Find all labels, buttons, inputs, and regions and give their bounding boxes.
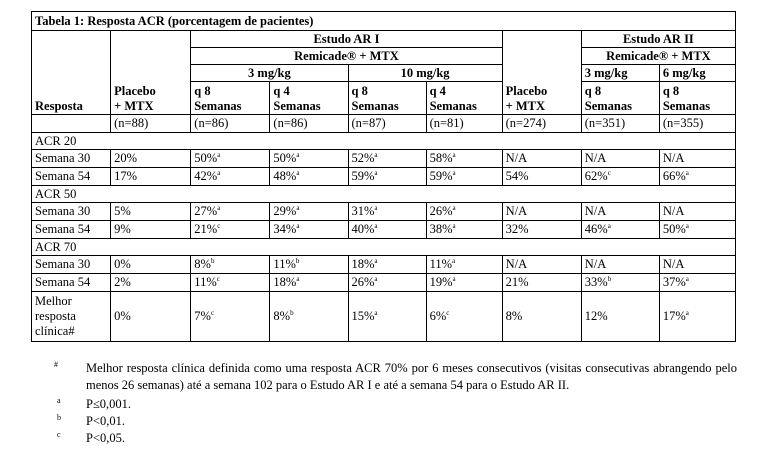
table-row <box>32 149 736 167</box>
section-label: ACR 50 <box>32 185 736 202</box>
n-cell: (n=355) <box>659 114 735 132</box>
significance-mark: a <box>607 221 611 230</box>
melhor-cell <box>659 291 735 341</box>
table-cell <box>426 273 502 291</box>
cell-value: 0% <box>114 256 131 271</box>
cell-value: 54% <box>505 168 529 183</box>
q8-header-3: q 8 Semanas <box>581 82 659 115</box>
table-cell <box>348 167 426 185</box>
table-cell <box>111 273 191 291</box>
cell-value: 58% <box>429 150 453 165</box>
table-cell <box>270 167 348 185</box>
cell-value: 59% <box>429 168 453 183</box>
cell-value: 29% <box>273 203 297 218</box>
n-row <box>32 114 736 132</box>
q8-header-1: q 8 Semanas <box>191 82 270 115</box>
cell-value: 50% <box>662 221 686 236</box>
section-row <box>32 185 736 202</box>
melhor-cell <box>502 291 581 341</box>
significance-mark: a <box>685 221 689 230</box>
footnote-c <box>57 430 737 447</box>
section-row <box>32 132 736 149</box>
cell-value: 27% <box>194 203 218 218</box>
significance-mark: a <box>217 168 221 177</box>
cell-value: 12% <box>584 308 608 323</box>
cell-value: N/A <box>662 150 685 165</box>
n-cell: (n=81) <box>426 114 502 132</box>
table-cell <box>502 202 581 220</box>
significance-mark: a <box>452 274 456 283</box>
significance-mark: c <box>217 221 221 230</box>
footnote-b-mark: b <box>57 413 61 422</box>
cell-value: N/A <box>505 203 528 218</box>
melhor-cell <box>191 291 270 341</box>
cell-value: 8% <box>273 308 291 323</box>
significance-mark: a <box>685 168 689 177</box>
table-cell <box>191 202 270 220</box>
table-cell <box>581 273 659 291</box>
table-cell <box>659 255 735 273</box>
cell-value: 32% <box>505 221 529 236</box>
dose-3-header-1: 3 mg/kg <box>191 65 348 82</box>
significance-mark: a <box>217 203 221 212</box>
cell-value: 40% <box>351 221 375 236</box>
table-cell <box>348 220 426 238</box>
table-cell <box>502 167 581 185</box>
table-cell <box>191 149 270 167</box>
cell-value: 52% <box>351 150 375 165</box>
section-row <box>32 238 736 255</box>
cell-value: 17% <box>114 168 138 183</box>
table-cell <box>111 149 191 167</box>
table-cell <box>659 273 735 291</box>
table-cell <box>659 167 735 185</box>
table-cell <box>426 149 502 167</box>
table-cell <box>659 202 735 220</box>
footnote-c-mark: c <box>57 430 61 439</box>
cell-value: 26% <box>351 274 375 289</box>
table-cell <box>191 167 270 185</box>
cell-value: 50% <box>194 150 218 165</box>
cell-value: 18% <box>351 256 375 271</box>
table-cell <box>426 167 502 185</box>
cell-value: 59% <box>351 168 375 183</box>
table-row <box>32 255 736 273</box>
significance-mark: c <box>446 308 450 317</box>
significance-mark: b <box>295 256 300 265</box>
n-cell: (n=87) <box>348 114 426 132</box>
cell-value: 11% <box>194 274 217 289</box>
placebo-header-2: Placebo + MTX <box>502 82 581 115</box>
footnote-a-text: P≤0,001. <box>86 397 132 411</box>
table-cell <box>111 220 191 238</box>
table-cell <box>270 273 348 291</box>
significance-mark: a <box>374 308 378 317</box>
row-label: Semana 54 <box>32 273 111 291</box>
cell-value: 33% <box>584 274 608 289</box>
significance-mark: a <box>374 221 378 230</box>
table-cell <box>581 202 659 220</box>
remicade-header-2: Remicade® + MTX <box>581 48 735 65</box>
cell-value: 20% <box>114 150 138 165</box>
cell-value: 7% <box>194 308 211 323</box>
table-row <box>32 220 736 238</box>
row-label: Semana 54 <box>32 167 111 185</box>
footnote-a <box>57 396 737 413</box>
table-cell <box>191 255 270 273</box>
significance-mark: a <box>452 168 456 177</box>
cell-value: 62% <box>584 168 608 183</box>
cell-value: 46% <box>584 221 608 236</box>
cell-value: 50% <box>273 150 297 165</box>
cell-value: 2% <box>114 274 131 289</box>
melhor-label: Melhor resposta clínica# <box>32 291 111 341</box>
cell-value: 11% <box>273 256 296 271</box>
table-cell <box>659 220 735 238</box>
melhor-row <box>32 291 736 341</box>
table-cell <box>502 149 581 167</box>
cell-value: 15% <box>351 308 375 323</box>
significance-mark: a <box>296 274 300 283</box>
cell-value: 18% <box>273 274 297 289</box>
significance-mark: a <box>296 203 300 212</box>
table-cell <box>111 202 191 220</box>
table-cell <box>581 167 659 185</box>
q4-header-1: q 4 Semanas <box>270 82 348 115</box>
n-cell: (n=88) <box>111 114 191 132</box>
row-label: Semana 30 <box>32 149 111 167</box>
footnote-hash <box>54 360 737 394</box>
cell-value: N/A <box>662 256 685 271</box>
significance-mark: a <box>374 168 378 177</box>
cell-value: N/A <box>505 256 528 271</box>
table-cell <box>426 202 502 220</box>
cell-value: 48% <box>273 168 297 183</box>
table-cell <box>348 202 426 220</box>
n-cell: (n=86) <box>270 114 348 132</box>
footnotes <box>54 360 737 447</box>
significance-mark: a <box>452 150 456 159</box>
q8-header-4: q 8 Semanas <box>659 82 735 115</box>
cell-value: 8% <box>505 308 523 323</box>
q4-header-2: q 4 Semanas <box>426 82 502 115</box>
cell-value: 31% <box>351 203 375 218</box>
table-title: Tabela 1: Resposta ACR (porcentagem de pacientes) <box>32 12 736 31</box>
n-cell: (n=86) <box>191 114 270 132</box>
table-cell <box>270 220 348 238</box>
row-label: Semana 30 <box>32 255 111 273</box>
significance-mark: a <box>374 203 378 212</box>
significance-mark: a <box>452 221 456 230</box>
dose-10-header: 10 mg/kg <box>348 65 502 82</box>
significance-mark: b <box>290 308 294 317</box>
significance-mark: a <box>452 203 456 212</box>
significance-mark: a <box>452 256 456 265</box>
row-label: Semana 54 <box>32 220 111 238</box>
table-row <box>32 167 736 185</box>
footnote-a-mark: a <box>57 396 61 405</box>
table-cell <box>426 255 502 273</box>
melhor-cell <box>270 291 348 341</box>
table-cell <box>111 255 191 273</box>
table-row <box>32 202 736 220</box>
footnote-hash-mark: # <box>54 360 58 369</box>
table-cell <box>191 273 270 291</box>
cell-value: 38% <box>429 221 453 236</box>
footnote-b <box>57 413 737 430</box>
significance-mark: b <box>210 256 215 265</box>
cell-value: 34% <box>273 221 297 236</box>
cell-value: 66% <box>662 168 686 183</box>
cell-value: 8% <box>194 256 211 271</box>
table-cell <box>659 149 735 167</box>
table-cell <box>426 220 502 238</box>
table-cell <box>191 220 270 238</box>
melhor-cell <box>111 291 191 341</box>
cell-value: 42% <box>194 168 218 183</box>
cell-value: 37% <box>662 274 686 289</box>
melhor-cell <box>581 291 659 341</box>
placebo-header-1: Placebo + MTX <box>111 82 191 115</box>
table-cell <box>111 167 191 185</box>
significance-mark: a <box>685 308 689 317</box>
cell-value: 9% <box>114 221 131 236</box>
cell-value: 11% <box>429 256 453 271</box>
cell-value: N/A <box>584 256 607 271</box>
q8-header-2: q 8 Semanas <box>348 82 426 115</box>
table-cell <box>270 202 348 220</box>
table-cell <box>348 273 426 291</box>
section-label: ACR 20 <box>32 132 736 149</box>
table-cell <box>270 149 348 167</box>
dose-3-header-2: 3 mg/kg <box>581 65 659 82</box>
cell-value: 19% <box>429 274 453 289</box>
table-cell <box>581 149 659 167</box>
significance-mark: a <box>296 168 300 177</box>
melhor-cell <box>348 291 426 341</box>
significance-mark: a <box>374 150 378 159</box>
table-cell <box>502 255 581 273</box>
significance-mark: a <box>374 274 378 283</box>
resposta-header: Resposta <box>32 82 111 115</box>
n-cell: (n=274) <box>502 114 581 132</box>
cell-value: 21% <box>194 221 218 236</box>
table-row <box>32 273 736 291</box>
acr-response-table <box>31 11 736 342</box>
significance-mark: c <box>216 274 220 283</box>
cell-value: 26% <box>429 203 453 218</box>
cell-value: N/A <box>662 203 685 218</box>
footnote-b-text: P<0,01. <box>86 414 126 428</box>
footnote-hash-text: Melhor resposta clínica definida como uma resposta ACR 70% por 6 meses consecutivos (visitas consecutivas abrangendo pelo menos 26 semanas) até a semana 102 para o Estudo AR I e até a semana 54 para o Estudo AR II. <box>86 361 737 392</box>
footnote-c-text: P<0,05. <box>86 431 126 445</box>
cell-value: 21% <box>505 274 529 289</box>
cell-value: 17% <box>662 308 686 323</box>
cell-value: N/A <box>505 150 528 165</box>
table-cell <box>581 255 659 273</box>
estudo-ar-ii-header: Estudo AR II <box>581 31 735 48</box>
table-cell <box>348 149 426 167</box>
table-cell <box>348 255 426 273</box>
significance-mark: a <box>296 150 300 159</box>
significance-mark: c <box>210 308 215 317</box>
significance-mark: a <box>374 256 378 265</box>
table-cell <box>581 220 659 238</box>
row-label: Semana 30 <box>32 202 111 220</box>
n-cell: (n=351) <box>581 114 659 132</box>
cell-value: 5% <box>114 203 131 218</box>
estudo-ar-i-header: Estudo AR I <box>191 31 502 48</box>
cell-value: 0% <box>114 308 131 323</box>
cell-value: N/A <box>584 150 607 165</box>
table-cell <box>502 220 581 238</box>
significance-mark: a <box>685 274 689 283</box>
significance-mark: a <box>217 150 221 159</box>
table-cell <box>270 255 348 273</box>
significance-mark: a <box>296 221 300 230</box>
melhor-cell <box>426 291 502 341</box>
section-label: ACR 70 <box>32 238 736 255</box>
cell-value: N/A <box>584 203 607 218</box>
table-cell <box>502 273 581 291</box>
remicade-header-1: Remicade® + MTX <box>191 48 502 65</box>
significance-mark: b <box>607 274 612 283</box>
cell-value: 6% <box>429 308 447 323</box>
dose-6-header: 6 mg/kg <box>659 65 735 82</box>
significance-mark: c <box>607 168 611 177</box>
